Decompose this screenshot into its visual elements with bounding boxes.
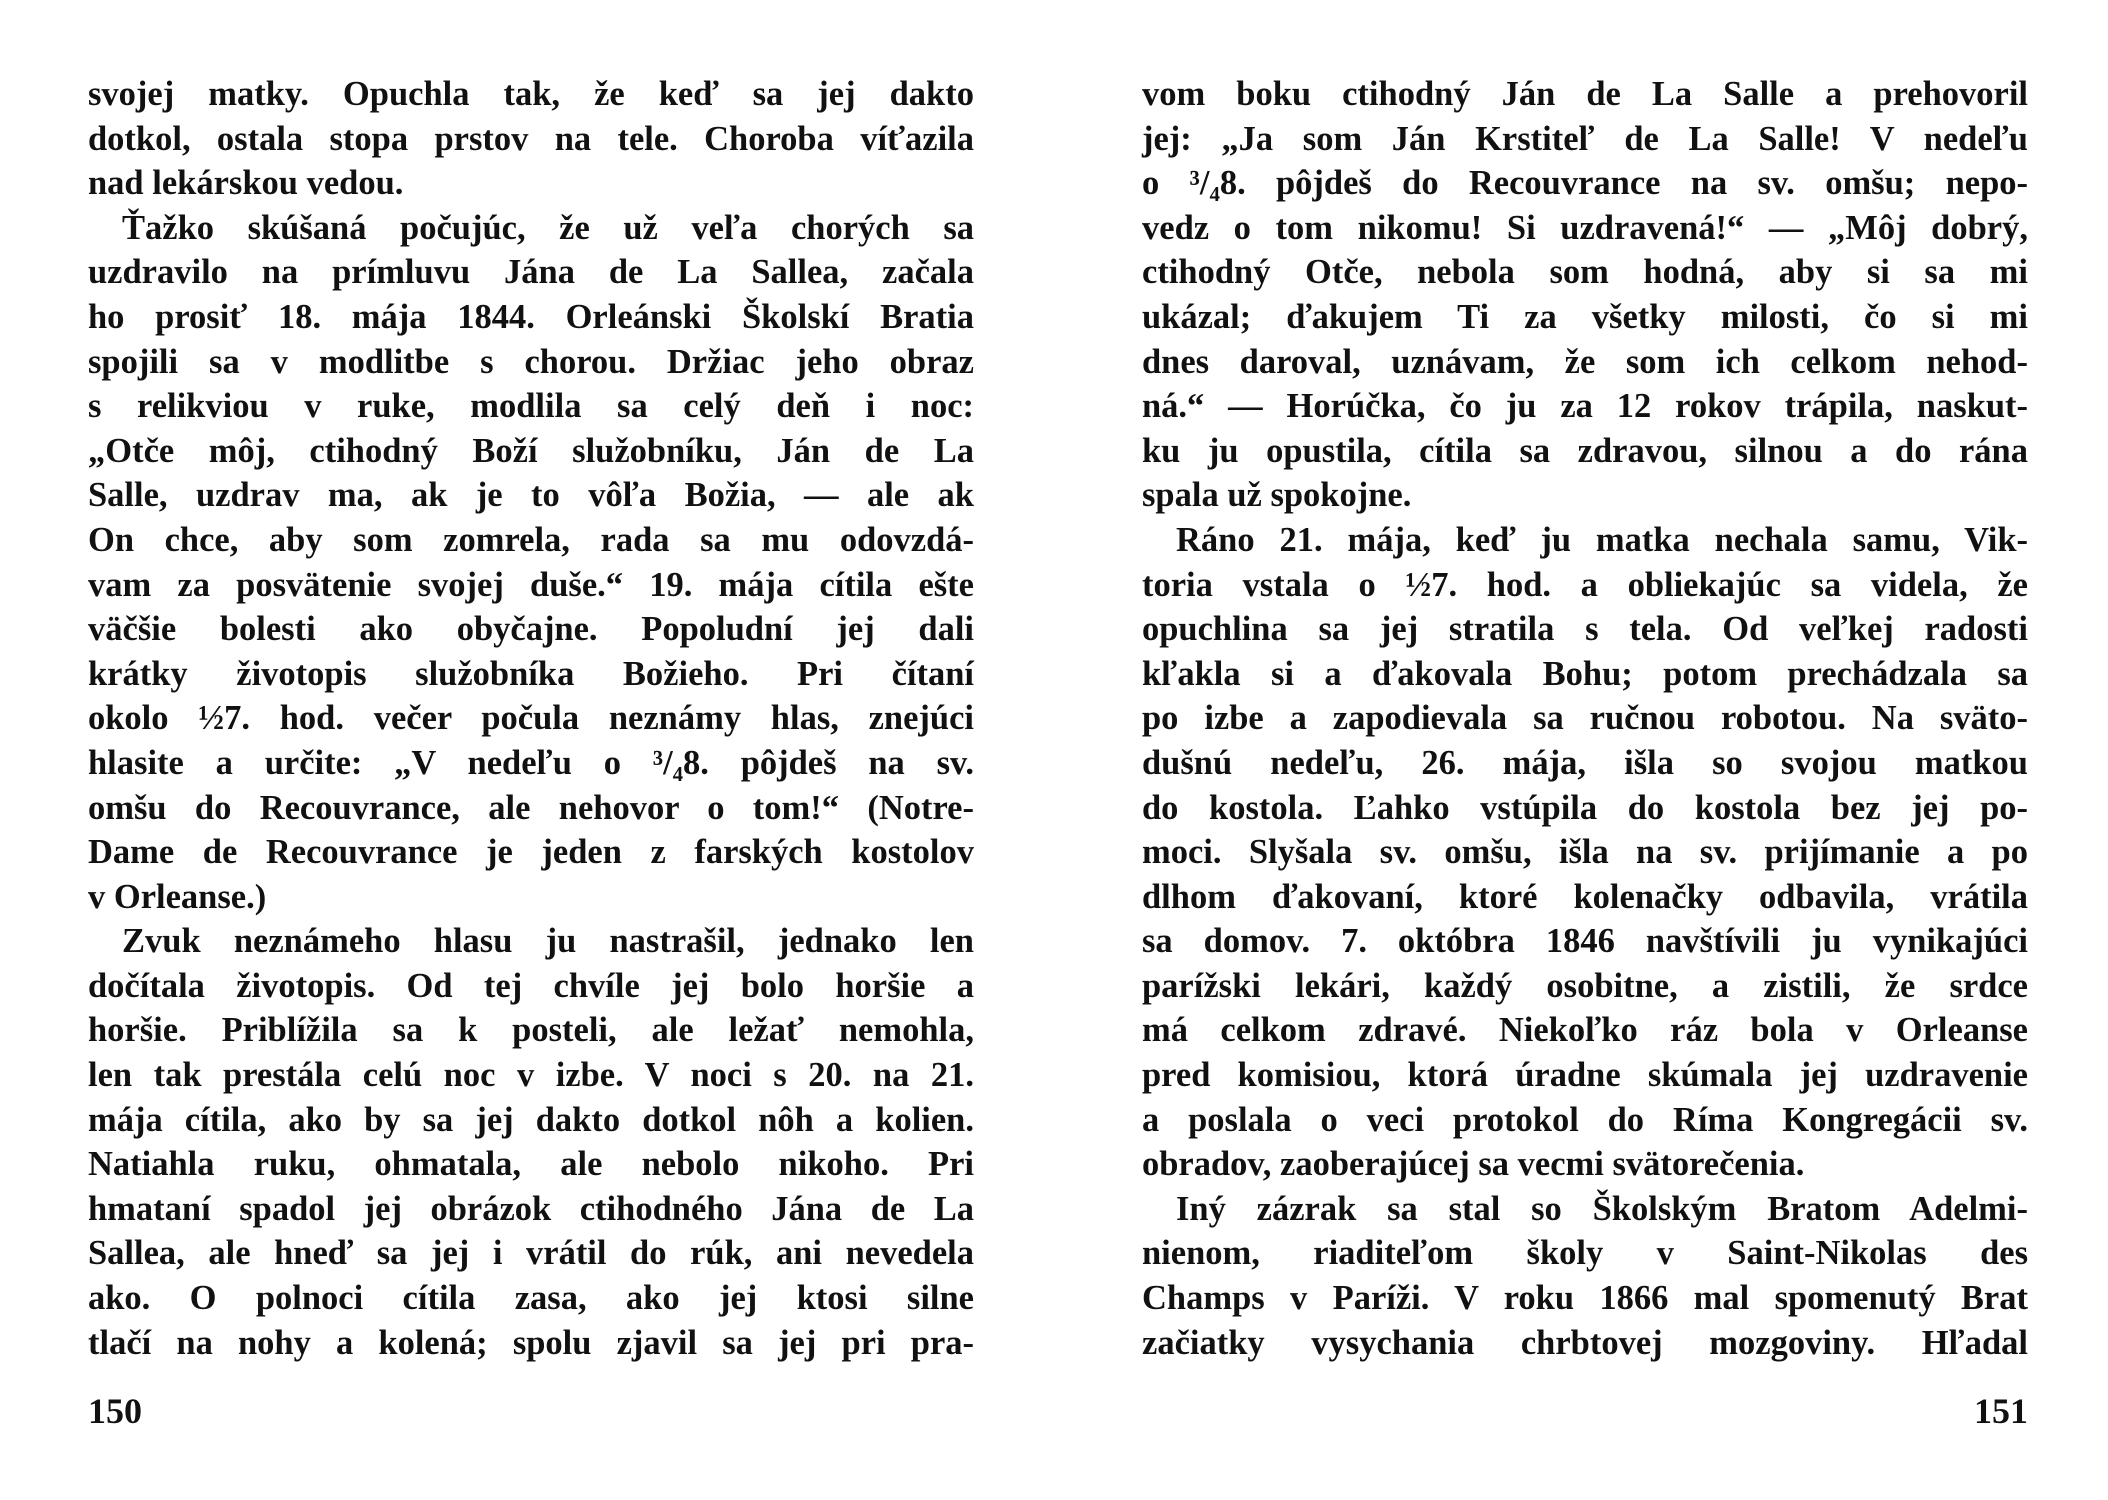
text-line: po izbe a zapodievala sa ručnou robotou. Na sväto- bbox=[1142, 699, 2028, 738]
text-line: ho prosiť 18. mája 1844. Orleánski Školskí Bratia bbox=[88, 297, 974, 336]
text-line: hmataní spadol jej obrázok ctihodného Jána de La bbox=[88, 1189, 974, 1228]
text-line: väčšie bolesti ako obyčajne. Popoludní jej dali bbox=[88, 610, 974, 649]
text-line: ná.“ — Horúčka, čo ju za 12 rokov trápila, naskut- bbox=[1142, 387, 2028, 426]
text-line: Natiahla ruku, ohmatala, ale nebolo nikoho. Pri bbox=[88, 1145, 974, 1184]
text-line: s relikviou v ruke, modlila sa celý deň i noc: bbox=[88, 387, 974, 426]
text-line: dnes daroval, uznávam, že som ich celkom nehod- bbox=[1142, 342, 2028, 381]
text-line: Champs v Paríži. V roku 1866 mal spomenutý Brat bbox=[1142, 1279, 2028, 1318]
text-line: Dame de Recouvrance je jeden z farských kostolov bbox=[88, 833, 974, 872]
text-line: okolo ½7. hod. večer počula neznámy hlas, znejúci bbox=[88, 699, 974, 738]
text-line: krátky životopis služobníka Božieho. Pri čítaní bbox=[88, 654, 974, 693]
text-line: do kostola. Ľahko vstúpila do kostola bez jej po- bbox=[1142, 788, 2028, 827]
right-page-number: 151 bbox=[1974, 1391, 2028, 1431]
text-line: Salle, uzdrav ma, ak je to vôľa Božia, — ale ak bbox=[88, 476, 974, 515]
text-line: „Otče môj, ctihodný Boží služobníku, Ján de La bbox=[88, 431, 974, 470]
text-line: mája cítila, ako by sa jej dakto dotkol nôh a kolien. bbox=[88, 1100, 974, 1139]
text-line: ako. O polnoci cítila zasa, ako jej ktosi silne bbox=[88, 1279, 974, 1318]
left-page-text bbox=[88, 72, 974, 1365]
text-line: ctihodný Otče, nebola som hodná, aby si sa mi bbox=[1142, 253, 2028, 292]
text-line: dočítala životopis. Od tej chvíle jej bolo horšie a bbox=[88, 966, 974, 1005]
text-line: len tak prestála celú noc v izbe. V noci s 20. na 21. bbox=[88, 1056, 974, 1095]
text-line: vam za posvätenie svojej duše.“ 19. mája cítila ešte bbox=[88, 565, 974, 604]
text-line: obradov, zaoberajúcej sa vecmi svätorečenia. bbox=[1142, 1145, 1805, 1184]
text-line: kľakla si a ďakovala Bohu; potom prechádzala sa bbox=[1142, 654, 2028, 693]
text-line: opuchlina sa jej stratila s tela. Od veľkej radosti bbox=[1142, 610, 2028, 649]
text-line: toria vstala o ½7. hod. a obliekajúc sa videla, že bbox=[1142, 565, 2028, 604]
text-line: dlhom ďakovaní, ktoré kolenačky odbavila, vrátila bbox=[1142, 877, 2028, 916]
text-line: spala už spokojne. bbox=[1142, 476, 1412, 515]
text-line: dušnú nedeľu, 26. mája, išla so svojou matkou bbox=[1142, 743, 2028, 782]
text-line: spojili sa v modlitbe s chorou. Držiac jeho obraz bbox=[88, 342, 974, 381]
text-line: vom boku ctihodný Ján de La Salle a prehovoril bbox=[1142, 75, 2028, 113]
text-line: svojej matky. Opuchla tak, že keď sa jej dakto bbox=[88, 75, 974, 113]
text-line: má celkom zdravé. Niekoľko ráz bola v Orleanse bbox=[1142, 1011, 2028, 1050]
text-line: o ³/₄8. pôjdeš do Recouvrance na sv. omšu; nepo- bbox=[1142, 164, 2028, 203]
text-line: horšie. Priblížila sa k posteli, ale ležať nemohla, bbox=[88, 1011, 974, 1050]
right-page-text bbox=[1142, 72, 2028, 1365]
text-line: v Orleanse.) bbox=[88, 877, 267, 916]
text-line: ukázal; ďakujem Ti za všetky milosti, čo si mi bbox=[1142, 297, 2028, 336]
text-line: a poslala o veci protokol do Ríma Kongregácii sv. bbox=[1142, 1100, 2028, 1139]
text-line: jej: „Ja som Ján Krstiteľ de La Salle! V nedeľu bbox=[1142, 119, 2028, 158]
text-line: sa domov. 7. októbra 1846 navštívili ju vynikajúci bbox=[1142, 922, 2028, 961]
text-line: omšu do Recouvrance, ale nehovor o tom!“ (Notre- bbox=[88, 788, 974, 827]
text-line: parížski lekári, každý osobitne, a zistili, že srdce bbox=[1142, 966, 2028, 1005]
text-line: On chce, aby som zomrela, rada sa mu odovzdá- bbox=[88, 520, 974, 559]
left-page-number: 150 bbox=[88, 1391, 142, 1431]
text-line: nienom, riaditeľom školy v Saint-Nikolas des bbox=[1142, 1234, 2028, 1273]
text-line: hlasite a určite: „V nedeľu o ³/₄8. pôjdeš na sv. bbox=[88, 743, 974, 782]
text-line: Sallea, ale hneď sa jej i vrátil do rúk, ani nevedela bbox=[88, 1234, 974, 1273]
text-line: Zvuk neznámeho hlasu ju nastrašil, jednako len bbox=[122, 922, 974, 961]
text-line: dotkol, ostala stopa prstov na tele. Choroba víťazila bbox=[88, 119, 974, 158]
text-line: tlačí na nohy a kolená; spolu zjavil sa jej pri pra- bbox=[88, 1323, 974, 1362]
text-line: začiatky vysychania chrbtovej mozgoviny. Hľadal bbox=[1142, 1323, 2028, 1362]
text-line: ku ju opustila, cítila sa zdravou, silnou a do rána bbox=[1142, 431, 2028, 470]
text-line: nad lekárskou vedou. bbox=[88, 164, 404, 203]
text-line: moci. Slyšala sv. omšu, išla na sv. prijímanie a po bbox=[1142, 833, 2028, 872]
text-line: Iný zázrak sa stal so Školským Bratom Adelmi- bbox=[1176, 1189, 2028, 1228]
right-page bbox=[1054, 0, 2108, 1500]
text-line: Ráno 21. mája, keď ju matka nechala samu, Vik- bbox=[1176, 520, 2028, 559]
text-line: vedz o tom nikomu! Si uzdravená!“ — „Môj dobrý, bbox=[1142, 208, 2028, 247]
text-line: Ťažko skúšaná počujúc, že už veľa chorých sa bbox=[122, 208, 974, 247]
text-line: pred komisiou, ktorá úradne skúmala jej uzdravenie bbox=[1142, 1056, 2028, 1095]
text-line: uzdravilo na prímluvu Jána de La Sallea, začala bbox=[88, 253, 974, 292]
